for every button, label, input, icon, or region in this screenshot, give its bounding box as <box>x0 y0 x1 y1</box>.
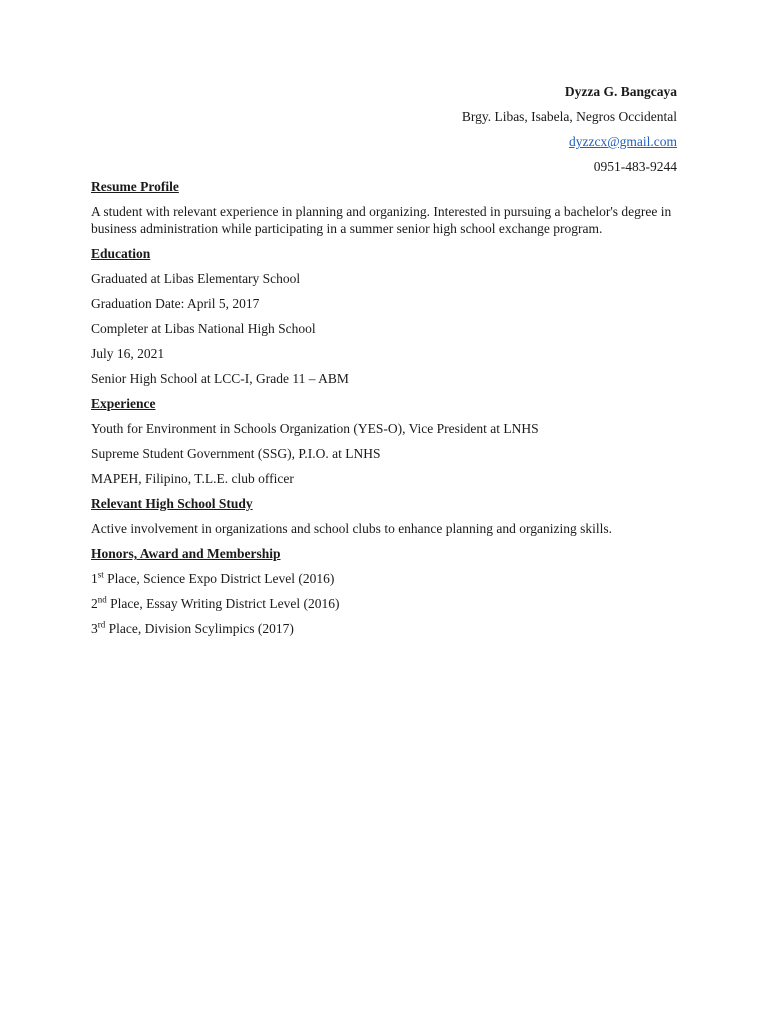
applicant-name: Dyzza G. Bangcaya <box>564 84 677 99</box>
profile-heading: Resume Profile <box>91 179 179 194</box>
email-link[interactable]: dyzzcx@gmail.com <box>568 134 677 149</box>
honor-text: Place, Essay Writing District Level (2016) <box>106 596 340 611</box>
education-item: Completer at Libas National High School <box>91 321 316 336</box>
experience-item: Youth for Environment in Schools Organization (YES-O), Vice President at LNHS <box>91 421 539 436</box>
honor-rank-number: 2 <box>91 596 98 611</box>
honor-rank-suffix: nd <box>97 594 107 605</box>
address: Brgy. Libas, Isabela, Negros Occidental <box>461 109 677 124</box>
study-heading: Relevant High School Study <box>91 496 253 511</box>
profile-text: A student with relevant experience in planning and organizing. Interested in pursuing a bachelor's degree in business administration while participating in a summer senior high school exchange program. <box>91 204 672 236</box>
honor-text: Place, Division Scylimpics (2017) <box>105 621 294 636</box>
honors-heading: Honors, Award and Membership <box>91 546 281 561</box>
study-text: Active involvement in organizations and school clubs to enhance planning and organizing skills. <box>91 521 613 536</box>
honor-item <box>91 596 681 612</box>
honor-item <box>91 571 681 587</box>
education-item: Graduation Date: April 5, 2017 <box>91 296 260 311</box>
honor-text: Place, Science Expo District Level (2016) <box>103 571 335 586</box>
experience-item: MAPEH, Filipino, T.L.E. club officer <box>91 471 294 486</box>
education-item: July 16, 2021 <box>91 346 165 361</box>
education-item: Graduated at Libas Elementary School <box>91 271 301 286</box>
honor-rank-suffix: rd <box>97 619 106 630</box>
education-heading: Education <box>91 246 151 261</box>
honor-rank-number: 1 <box>91 571 98 586</box>
honor-rank-suffix: st <box>97 569 104 580</box>
education-item: Senior High School at LCC-I, Grade 11 – ABM <box>91 371 349 386</box>
contact-header <box>462 79 677 179</box>
experience-item: Supreme Student Government (SSG), P.I.O. at LNHS <box>91 446 381 461</box>
phone-number: 0951-483-9244 <box>593 159 677 174</box>
honor-rank-number: 3 <box>91 621 98 636</box>
resume-body <box>91 179 681 646</box>
honor-item <box>91 621 681 637</box>
experience-heading: Experience <box>91 396 156 411</box>
